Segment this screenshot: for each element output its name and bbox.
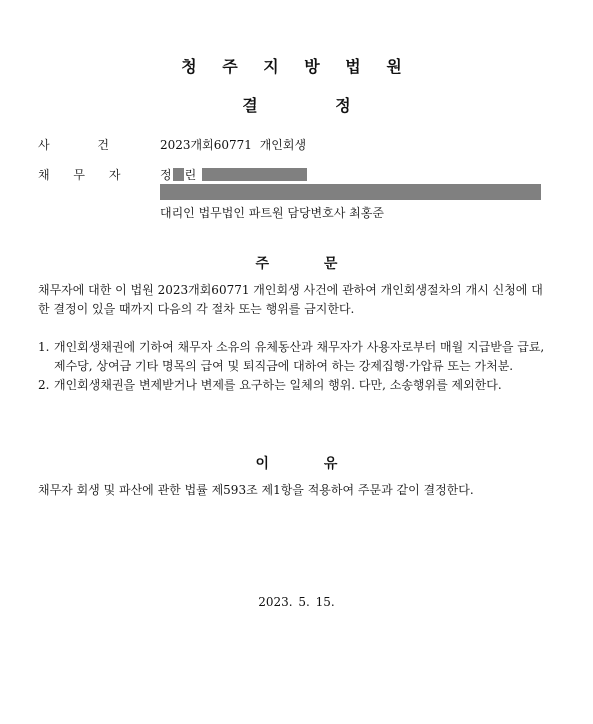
- order-item-text: 개인회생채권을 변제받거나 변제를 요구하는 일체의 행위. 다만, 소송행위를 제외한다.: [54, 378, 502, 392]
- attorney-line: 대리인 법무법인 파트원 담당변호사 최홍준: [160, 206, 384, 220]
- case-number: 2023개회60771 개인회생: [160, 138, 307, 152]
- order-intro: 채무자에 대한 이 법원 2023개회60771 개인회생 사건에 관하여 개인회생절차의 개시 신청에 대한 결정이 있을 때까지 다음의 각 절차 또는 행위를 금지한다.: [38, 283, 543, 316]
- debtor-name: [160, 166, 307, 183]
- redaction-block: [173, 168, 184, 181]
- redacted-address: [160, 184, 541, 200]
- redaction-block: [202, 168, 307, 181]
- debtor-label: 채 무 자: [38, 168, 121, 182]
- order-item: [38, 376, 548, 395]
- order-item-number: 2.: [38, 378, 50, 392]
- order-title: 주 문: [255, 256, 338, 272]
- decision-date: 2023. 5. 15.: [258, 595, 335, 609]
- reason-title: 이 유: [255, 456, 338, 472]
- case-label: 사 건: [38, 138, 109, 152]
- order-item: [38, 338, 548, 376]
- debtor-name-last: 린: [184, 168, 197, 182]
- reason-text: 채무자 회생 및 파산에 관한 법률 제593조 제1항을 적용하여 주문과 같이 결정한다.: [38, 483, 474, 497]
- order-item-text: 개인회생채권에 기하여 채무자 소유의 유체동산과 채무자가 사용자로부터 매월 지급받을 급료, 제수당, 상여금 기타 명목의 급여 및 퇴직금에 대하여 하는 강제집행·가압류 또는 가처분.: [54, 340, 545, 373]
- court-name: 청 주 지 방 법 원: [181, 57, 412, 76]
- debtor-name-first: 정: [160, 168, 172, 182]
- order-items: [38, 338, 548, 395]
- order-item-number: 1.: [38, 340, 50, 354]
- document-type: 결 정: [242, 96, 351, 115]
